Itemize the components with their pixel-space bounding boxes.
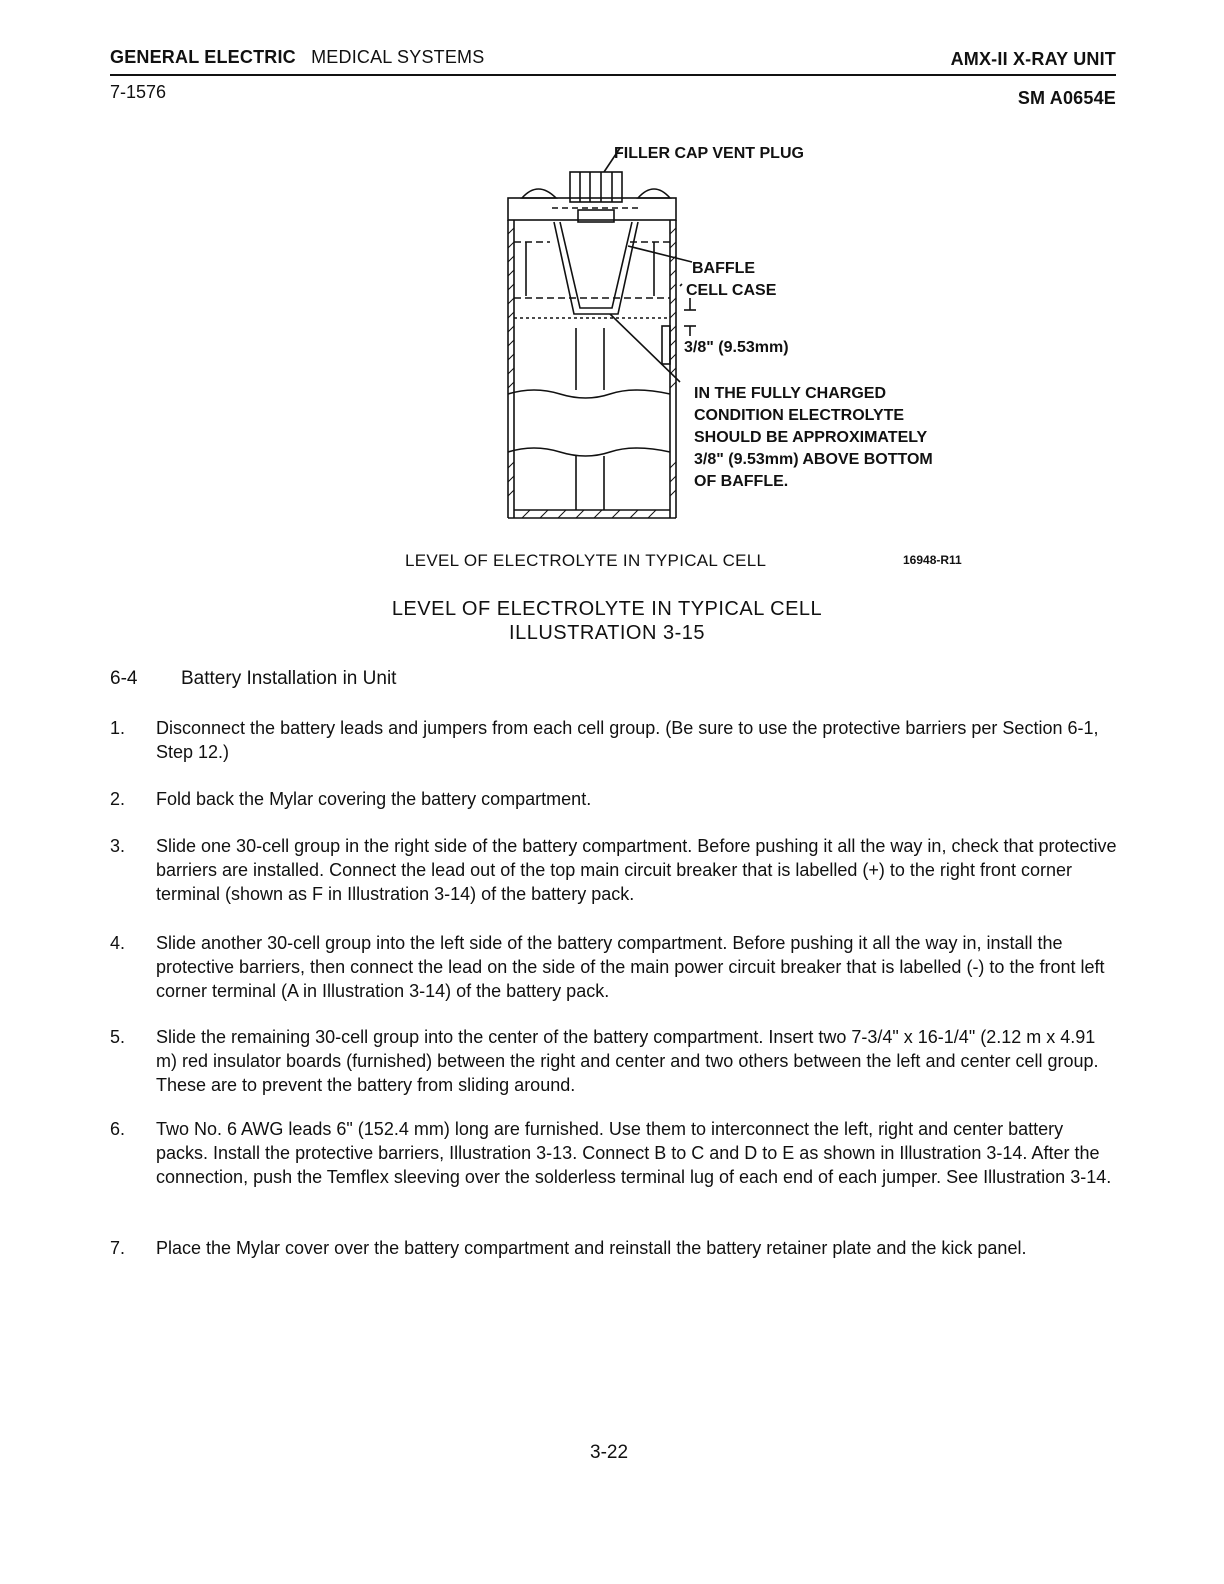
step-number: 6. xyxy=(110,1119,126,1139)
section-title: Battery Installation in Unit xyxy=(181,668,397,689)
figure-caption: LEVEL OF ELECTROLYTE IN TYPICAL CELL xyxy=(405,551,767,570)
step-text: Fold back the Mylar covering the battery compartment. xyxy=(156,789,592,809)
cell-case-label: CELL CASE xyxy=(686,282,777,299)
step-1 xyxy=(110,716,1120,764)
note-line-4: 3/8" (9.53mm) ABOVE BOTTOM xyxy=(694,451,933,468)
illustration-title xyxy=(307,597,907,645)
step-2 xyxy=(110,787,1120,811)
step-number: 4. xyxy=(110,933,126,953)
electrolyte-cell-diagram xyxy=(470,138,1030,538)
step-text: Slide another 30-cell group into the left side of the battery compartment. Before pushing it all the way in, install the protective barriers, then connect the lead on the side of the main power circuit breaker that is labelled (-) to the front left corner terminal (A in Illustration 3-14) of the battery pack. xyxy=(156,933,1105,1001)
figure-id: 16948-R11 xyxy=(903,553,962,567)
step-5 xyxy=(110,1025,1120,1097)
step-text: Disconnect the battery leads and jumpers from each cell group. (Be sure to use the protective barriers per Section 6-1, Step 12.) xyxy=(156,718,1099,762)
step-number: 1. xyxy=(110,718,126,738)
note-line-5: OF BAFFLE. xyxy=(694,473,789,490)
header-company xyxy=(110,47,484,68)
step-number: 2. xyxy=(110,789,126,809)
baffle-label: BAFFLE xyxy=(692,260,756,277)
step-6 xyxy=(110,1117,1120,1189)
header-rule xyxy=(110,74,1116,76)
step-number: 5. xyxy=(110,1027,126,1047)
step-number: 7. xyxy=(110,1238,126,1258)
filler-cap-label: FILLER CAP VENT PLUG xyxy=(614,145,804,162)
illustration-title-line-1: LEVEL OF ELECTROLYTE IN TYPICAL CELL xyxy=(391,598,823,620)
step-7 xyxy=(110,1236,1120,1260)
dimension-label: 3/8" (9.53mm) xyxy=(684,339,789,356)
step-text: Place the Mylar cover over the battery compartment and reinstall the battery retainer plate and the kick panel. xyxy=(156,1238,1027,1258)
step-text: Slide one 30-cell group in the right side of the battery compartment. Before pushing it all the way in, check that protective barriers are installed. Connect the lead out of the top main circuit breaker that is labelled (+) to the right front corner terminal (shown as F in Illustration 3-14) of the battery pack. xyxy=(156,836,1117,904)
note-line-3: SHOULD BE APPROXIMATELY xyxy=(694,429,928,446)
doc-number: 7-1576 xyxy=(110,82,167,102)
step-text: Slide the remaining 30-cell group into the center of the battery compartment. Insert two 7-3/4" x 16-1/4" (2.12 m x 4.91 m) red insulator boards (furnished) between the right and center and two others between the left and center cell group. These are to prevent the battery from sliding around. xyxy=(156,1027,1099,1095)
manual-code: SM A0654E xyxy=(1017,88,1116,108)
note-line-2: CONDITION ELECTROLYTE xyxy=(694,407,905,424)
step-4 xyxy=(110,931,1120,1003)
step-3 xyxy=(110,834,1120,906)
cell-drawing xyxy=(508,148,696,518)
page-number: 3-22 xyxy=(590,1442,629,1463)
illustration-title-line-2: ILLUSTRATION 3-15 xyxy=(509,622,705,644)
section-number: 6-4 xyxy=(110,668,138,689)
step-text: Two No. 6 AWG leads 6" (152.4 mm) long are furnished. Use them to interconnect the left, right and center battery packs. Install the protective barriers, Illustration 3-13. Connect B to C and D to E as shown in Illustration 3-14. After the connection, push the Temflex sleeving over the solderless terminal lug of each end of each jumper. See Illustration 3-14. xyxy=(156,1119,1112,1187)
note-line-1: IN THE FULLY CHARGED xyxy=(694,385,887,402)
company-name: GENERAL ELECTRIC xyxy=(110,47,296,67)
step-number: 3. xyxy=(110,836,126,856)
division-name: MEDICAL SYSTEMS xyxy=(311,47,485,67)
product-name: AMX-II X-RAY UNIT xyxy=(950,49,1116,69)
